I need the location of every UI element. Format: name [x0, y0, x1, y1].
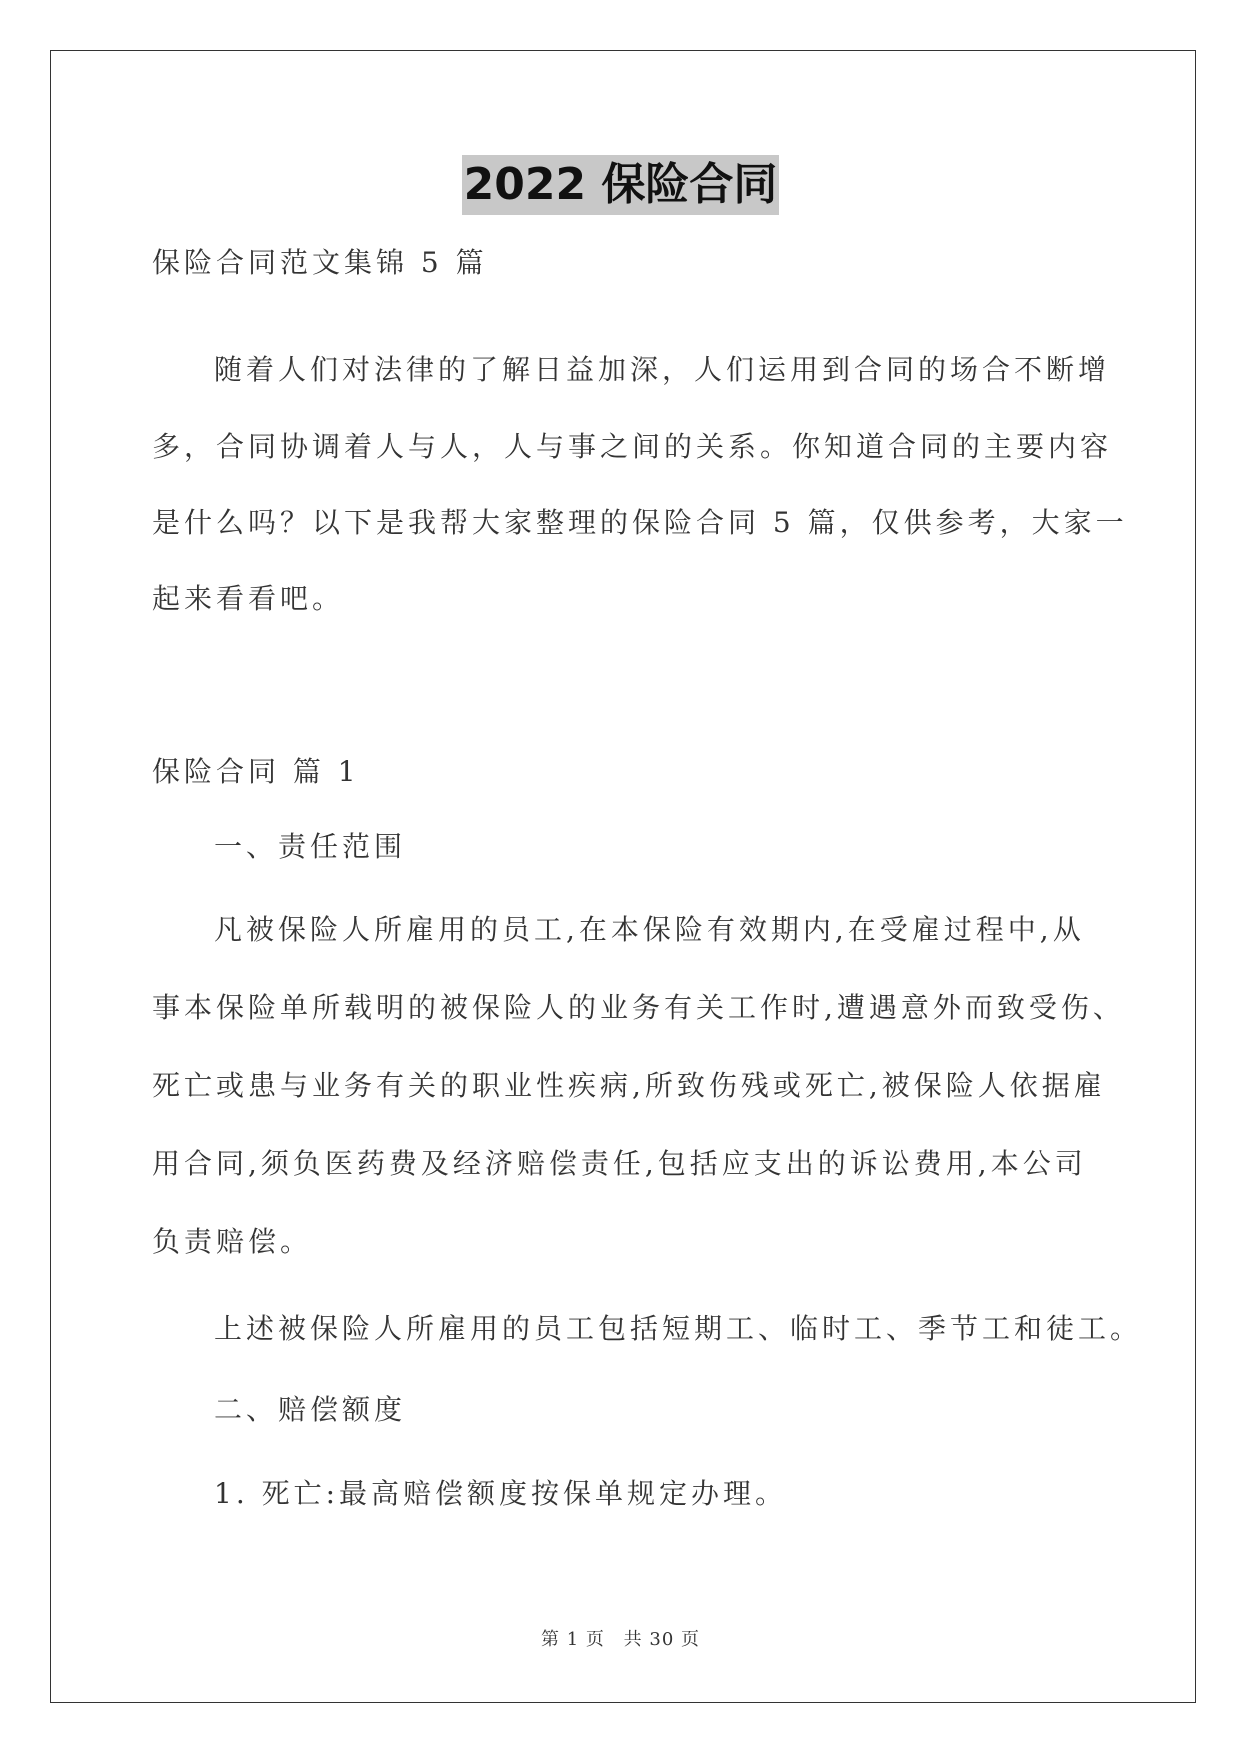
clause1-line-4: 用合同,须负医药费及经济赔偿责任,包括应支出的诉讼费用,本公司 [152, 1147, 1087, 1180]
clause2-heading: 二、赔偿额度 [214, 1393, 407, 1426]
page-border [50, 50, 1196, 1703]
document-subtitle: 保险合同范文集锦 5 篇 [152, 246, 488, 279]
page-footer [0, 1625, 1241, 1651]
title-container [0, 155, 1241, 215]
clause1-heading: 一、责任范围 [214, 830, 407, 863]
clause1-line-1: 凡被保险人所雇用的员工,在本保险有效期内,在受雇过程中,从 [214, 913, 1085, 946]
intro-line-3: 是什么吗？以下是我帮大家整理的保险合同 5 篇，仅供参考，大家一 [152, 506, 1128, 539]
page-total: 共 30 页 [623, 1629, 700, 1650]
intro-line-2: 多，合同协调着人与人，人与事之间的关系。你知道合同的主要内容 [152, 430, 1113, 463]
document-title: 2022 保险合同 [462, 155, 780, 215]
clause2-item-1: 1. 死亡:最高赔偿额度按保单规定办理。 [214, 1477, 788, 1510]
clause1-line-3: 死亡或患与业务有关的职业性疾病,所致伤残或死亡,被保险人依据雇 [152, 1069, 1106, 1102]
intro-line-1: 随着人们对法律的了解日益加深，人们运用到合同的场合不断增 [214, 353, 1111, 386]
clause1-note: 上述被保险人所雇用的员工包括短期工、临时工、季节工和徒工。 [214, 1312, 1143, 1345]
clause1-line-5: 负责赔偿。 [152, 1225, 313, 1258]
page-number: 第 1 页 [541, 1629, 605, 1650]
clause1-line-2: 事本保险单所载明的被保险人的业务有关工作时,遭遇意外而致受伤、 [152, 991, 1125, 1024]
intro-line-4: 起来看看吧。 [152, 582, 345, 615]
section-heading: 保险合同 篇 1 [152, 755, 360, 788]
